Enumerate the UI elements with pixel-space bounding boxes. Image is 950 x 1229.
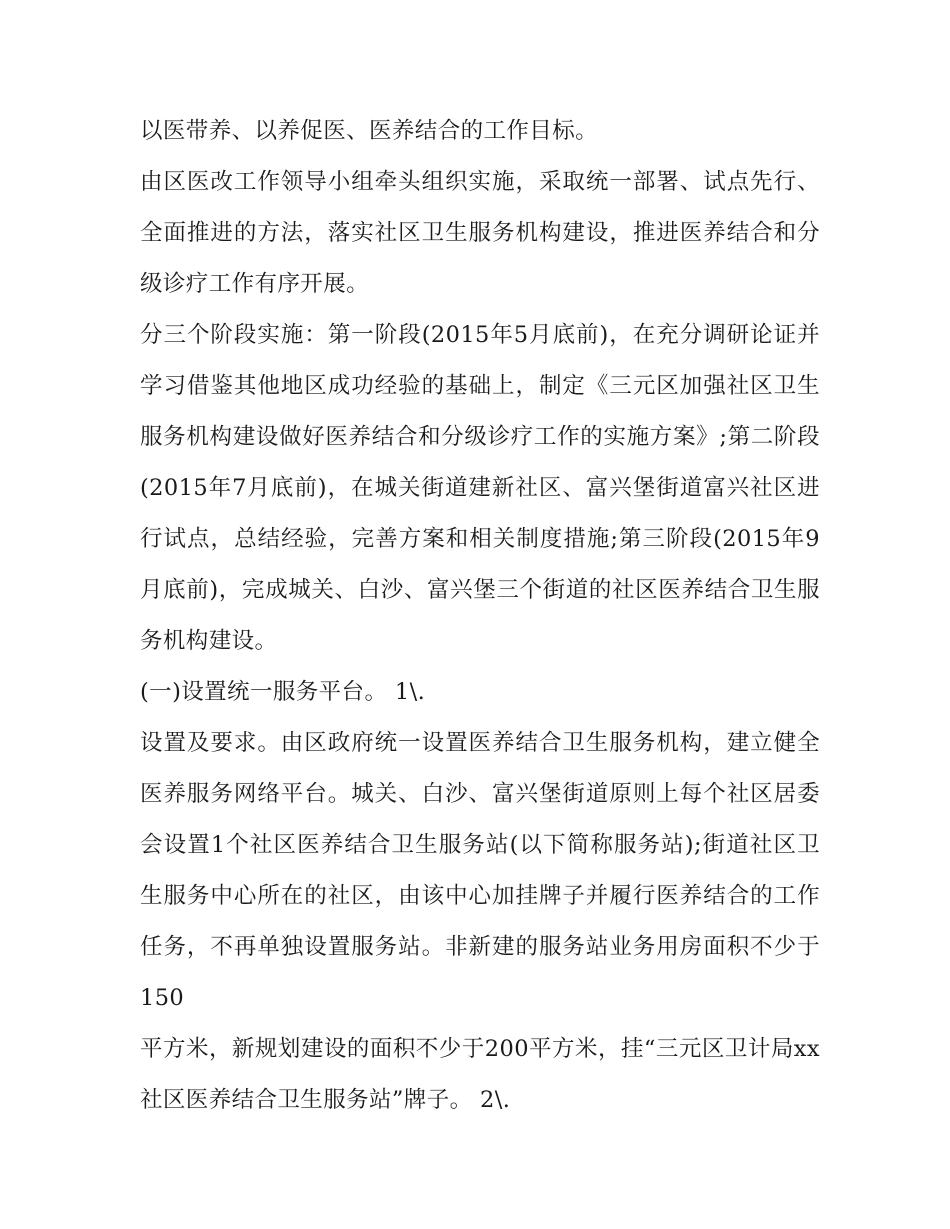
document-body xyxy=(140,106,820,1126)
paragraph-stages: 分三个阶段实施：第一阶段(2015年5月底前)，在充分调研论证并学习借鉴其他地区成功经验的基础上，制定《三元区加强社区卫生服务机构建设做好医养结合和分级诊疗工作的实施方案》;第二阶段(2015年7月底前)，在城关街道建新社区、富兴堡街道富兴社区进行试点，总结经验，完善方案和相关制度措施;第三阶段(2015年9月底前)，完成城关、白沙、富兴堡三个街道的社区医养结合卫生服务机构建设。 xyxy=(140,322,820,654)
paragraph-organization: 由区医改工作领导小组牵头组织实施，采取统一部署、试点先行、全面推进的方法，落实社区卫生服务机构建设，推进医养结合和分级诊疗工作有序开展。 xyxy=(140,169,820,297)
section-heading-platform: (一)设置统一服务平台。 1\. xyxy=(140,679,426,705)
paragraph-area-signage: 平方米，新规划建设的面积不少于200平方米，挂“三元区卫计局xx社区医养结合卫生服务站”牌子。 2\. xyxy=(140,1036,820,1113)
paragraph-goal: 以医带养、以养促医、医养结合的工作目标。 xyxy=(140,118,599,144)
paragraph-setup-requirements: 设置及要求。由区政府统一设置医养结合卫生服务机构，建立健全医养服务网络平台。城关、白沙、富兴堡街道原则上每个社区居委会设置1个社区医养结合卫生服务站(以下简称服务站);街道社区卫生服务中心所在的社区，由该中心加挂牌子并履行医养结合的工作任务，不再单独设置服务站。非新建的服务站业务用房面积不少于150 xyxy=(140,730,820,1011)
